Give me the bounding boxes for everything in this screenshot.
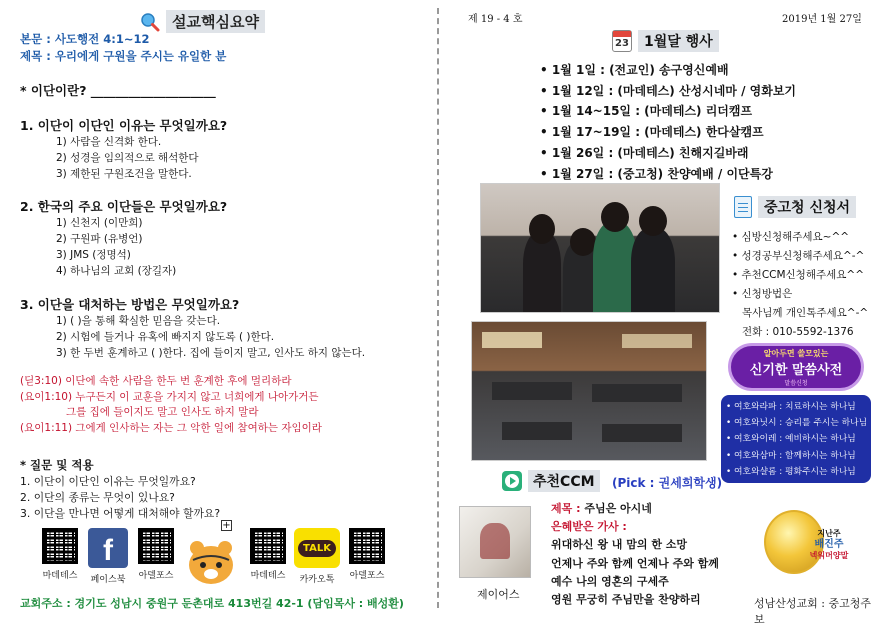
ccm-title: [502, 470, 600, 492]
phone-number[interactable]: 전화 : 010-5592-1376: [742, 326, 854, 338]
answer-item: 1) 사람을 신격화 한다.: [56, 136, 162, 148]
qr-label: 마데테스: [42, 571, 78, 581]
application-item: • 추천CCM신청해주세요^^: [732, 266, 868, 285]
event-item: • 1월 12일 : (마데테스) 산성시네마 / 영화보기: [540, 81, 796, 102]
application-item: • 성경공부신청해주세요^-^: [732, 247, 868, 266]
group-photo: [480, 183, 720, 313]
facebook-link[interactable]: [82, 528, 134, 585]
search-icon: [140, 12, 160, 32]
verse-line: (딛3:10) 이단에 속한 사람을 한두 번 훈계한 후에 멀리하라: [20, 375, 292, 387]
application-item: • 신청방법은: [732, 285, 868, 304]
album-artist: 제이어스: [477, 588, 520, 601]
church-address: 교회주소 : 경기도 성남시 중원구 둔촌대로 413번길 42-1 (담임목사 : 배성환): [20, 597, 404, 610]
event-item: • 1월 26일 : (마데테스) 친해지길바래: [540, 143, 796, 164]
qr-label: 아델포스: [349, 571, 385, 581]
discussion-item: 2. 이단의 종류는 무엇이 있나요?: [20, 491, 175, 504]
qr-label: 카카오톡: [299, 575, 335, 585]
mascot-icon: [186, 538, 236, 586]
song-title: 주님은 아시네: [584, 502, 652, 515]
question-1: 1. 이단이 이단인 이유는 무엇일까요?: [20, 118, 228, 133]
application-item: • 심방신청해주세요~^^: [732, 228, 868, 247]
page-title: 설교핵심요약: [166, 10, 265, 33]
section-title: 중고청 신청서: [758, 196, 856, 218]
word-item: • 여호와라파 : 치료하시는 하나님: [726, 402, 856, 412]
event-item: • 1월 1일 : (전교인) 송구영신예배: [540, 60, 796, 81]
answer-item: 1) 신천지 (이만희): [56, 217, 143, 229]
question-1-answers: [56, 134, 199, 182]
badge-tag: 말씀신청: [784, 379, 808, 387]
sermon-summary-title: [140, 10, 265, 33]
medal-label: 지난주: [817, 529, 841, 538]
event-item: • 1월 17~19일 : (마데테스) 한다살캠프: [540, 122, 796, 143]
lyric-line: 위대하신 왕 내 맘의 한 소망: [551, 538, 688, 552]
kakaotalk-link[interactable]: [291, 528, 343, 585]
answer-item: 1) ( )을 통해 확실한 믿음을 갖는다.: [56, 315, 221, 327]
answer-item: 3) JMS (정명석): [56, 249, 131, 261]
expand-icon[interactable]: +: [222, 520, 231, 531]
lyric-line: 영원 무궁히 주님만을 찬양하리: [551, 593, 701, 607]
facebook-icon: f: [88, 528, 128, 568]
badge-subtitle: 알아두면 쓸모있는: [763, 348, 829, 358]
answer-item: 2) 시험에 들거나 유혹에 빠지지 않도록 ( )한다.: [56, 331, 275, 343]
word-item: • 여호와삼마 : 함께하시는 하나님: [726, 450, 856, 461]
discussion-title: * 질문 및 적용: [20, 458, 94, 472]
document-icon: [734, 196, 752, 218]
scripture-reference: 본문 : 사도행전 4:1~12: [20, 32, 150, 46]
names-of-god-box: [721, 395, 871, 483]
qr-code-icon: [349, 528, 385, 564]
events-list: [540, 60, 796, 184]
bulletin-date: 2019년 1월 27일: [782, 14, 862, 25]
ccm-pick: (Pick : 권세희학생): [612, 476, 723, 490]
lyrics-label: 은혜받은 가사 :: [551, 520, 627, 534]
section-title: 1월달 행사: [638, 30, 719, 52]
qr-label: 아델포스: [138, 571, 174, 581]
church-signature: 성남산성교회 : 중고청주보: [754, 597, 871, 626]
verse-line: (요이1:10) 누구든지 이 교훈을 가지지 않고 너희에게 나아가거든: [20, 390, 319, 403]
question-3-answers: [56, 313, 365, 361]
qr-code-icon: [42, 528, 78, 564]
play-icon[interactable]: [502, 471, 522, 491]
lyric-line: 언제나 주와 함께 언제나 주와 함께: [551, 556, 719, 570]
question-2-answers: [56, 215, 176, 279]
question-3: 3. 이단을 대처하는 방법은 무엇일까요?: [20, 297, 240, 312]
word-dictionary-badge: [728, 343, 864, 391]
event-item: • 1월 27일 : (중고청) 찬양예배 / 이단특강: [540, 164, 796, 185]
definition-question: * 이단이란? ____________________: [20, 83, 216, 98]
qr-madetes[interactable]: [34, 528, 86, 581]
discussion-item: 3. 이단을 만나면 어떻게 대처해야 할까요?: [20, 507, 221, 520]
word-item: • 여호와닛시 : 승리를 주시는 하나님: [726, 418, 868, 429]
issue-number: 제 19 - 4 호: [468, 14, 523, 25]
answer-item: 3) 한 두번 훈계하고 ( )한다. 집에 들이지 말고, 인사도 하지 않는다.: [56, 347, 366, 359]
kakaotalk-icon: TALK: [294, 528, 340, 568]
answer-item: 2) 성경을 임의적으로 해석한다: [56, 152, 199, 164]
discussion-item: 1. 이단이 이단인 이유는 무엇일까요?: [20, 475, 196, 488]
word-item: • 여호와이레 : 예비하시는 하나님: [726, 434, 856, 445]
qr-adelphos-2[interactable]: [341, 528, 393, 581]
question-2: 2. 한국의 주요 이단들은 무엇일까요?: [20, 199, 228, 214]
song-details: [551, 500, 719, 609]
qr-code-icon: [138, 528, 174, 564]
qr-adelphos[interactable]: [130, 528, 182, 581]
medal-winner: 배진주: [814, 539, 844, 550]
medal-text: [796, 528, 862, 561]
badge-title: 신기한 말씀사전: [749, 362, 843, 378]
page-divider: [437, 8, 439, 608]
restaurant-photo: [471, 321, 707, 461]
lyric-line: 예수 나의 영혼의 구세주: [551, 574, 669, 588]
event-item: • 1월 14~15일 : (마데테스) 리더캠프: [540, 101, 796, 122]
medal-prize: 넥워머양말: [809, 551, 849, 560]
discussion-section: [20, 457, 220, 522]
qr-madetes-2[interactable]: [242, 528, 294, 581]
section-title: 추천CCM: [528, 470, 600, 492]
bible-verses: [20, 374, 322, 436]
verse-line: (요이1:11) 그에게 인사하는 자는 그 악한 일에 참여하는 자임이라: [20, 421, 322, 434]
answer-item: 2) 구원파 (유병언): [56, 233, 143, 245]
month-events-title: [612, 30, 719, 52]
word-item: • 여호와샬롬 : 평화주시는 하나님: [726, 466, 856, 477]
application-title: [734, 196, 856, 218]
calendar-icon: 23: [612, 30, 632, 52]
qr-code-icon: [250, 528, 286, 564]
verse-line: 그를 집에 들이지도 말고 인사도 하지 말라: [66, 406, 259, 418]
application-list: [732, 228, 868, 342]
song-title-label: 제목 :: [551, 502, 581, 515]
qr-label: 마데테스: [250, 571, 286, 581]
sermon-title: 제목 : 우리에게 구원을 주시는 유일한 분: [20, 49, 227, 63]
qr-label: 페이스북: [90, 575, 126, 585]
application-detail: 목사님께 개인톡주세요^-^: [742, 307, 869, 319]
album-cover: [459, 506, 531, 578]
answer-item: 3) 제한된 구원조건을 말한다.: [56, 168, 192, 180]
answer-item: 4) 하나님의 교회 (장길자): [56, 265, 177, 277]
